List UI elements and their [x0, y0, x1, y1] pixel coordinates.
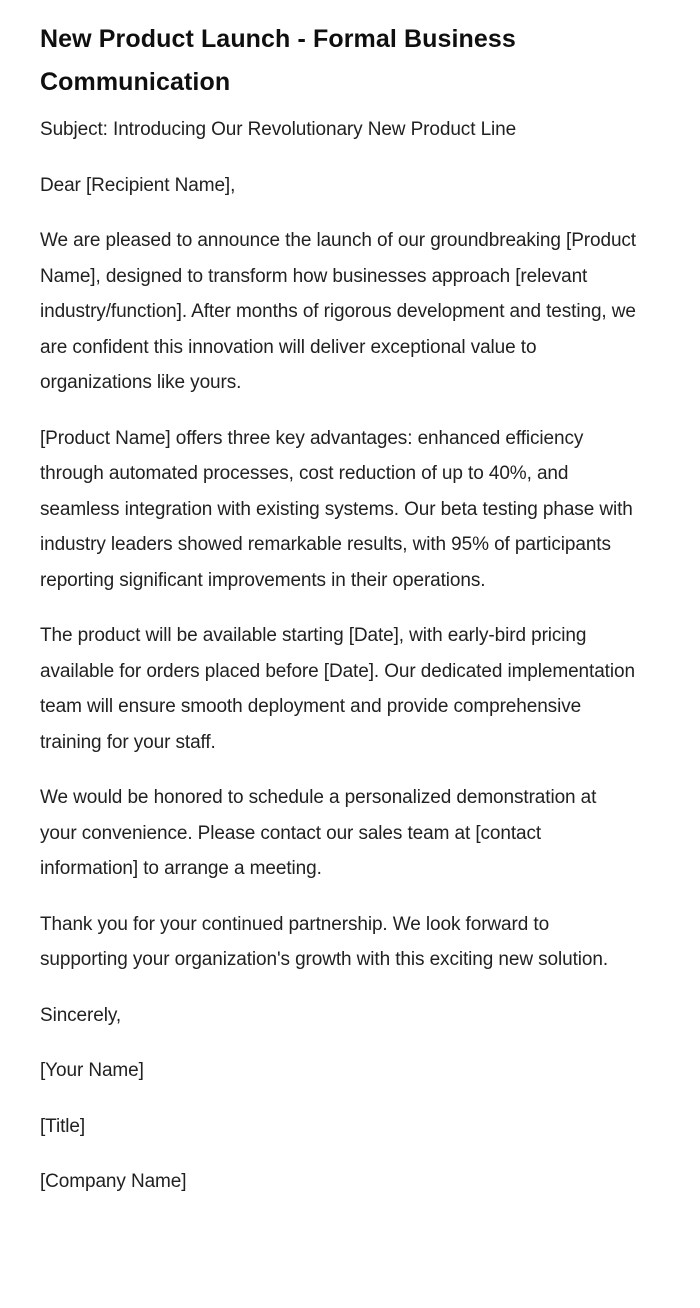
letter-paragraph-demonstration: We would be honored to schedule a personalized demonstration at your convenience. Please contact our sales team at [contact information] to arrange a meeting. — [40, 787, 597, 879]
letter-paragraph-availability: The product will be available starting [Date], with early-bird pricing available for orders placed before [Date]. Our dedicated implementation team will ensure smooth deployment and provide comprehensive training for your staff. — [40, 625, 635, 753]
letter-paragraph-advantages: [Product Name] offers three key advantages: enhanced efficiency through automated processes, cost reduction of up to 40%, and seamless integration with existing systems. Our beta testing phase with industry leaders showed remarkable results, with 95% of participants reporting significant improvements in their operations. — [40, 427, 633, 591]
letter-paragraph-announcement: We are pleased to announce the launch of our groundbreaking [Product Name], designed to transform how businesses approach [relevant industry/function]. After months of rigorous development and testing, we are confident this innovation will deliver exceptional value to organizations like yours. — [40, 230, 636, 393]
signature-name: [Your Name] — [40, 1060, 144, 1081]
signature-title: [Title] — [40, 1115, 86, 1137]
closing: Sincerely, — [40, 1004, 122, 1026]
salutation: Dear [Recipient Name], — [40, 174, 236, 196]
subject-line: Subject: Introducing Our Revolutionary New Product Line — [40, 119, 517, 140]
letter-paragraph-thanks: Thank you for your continued partnership. We look forward to supporting your organization's growth with this exciting new solution. — [40, 913, 608, 970]
page-title: New Product Launch - Formal Business Communication — [40, 25, 516, 96]
signature-company: [Company Name] — [40, 1171, 187, 1192]
